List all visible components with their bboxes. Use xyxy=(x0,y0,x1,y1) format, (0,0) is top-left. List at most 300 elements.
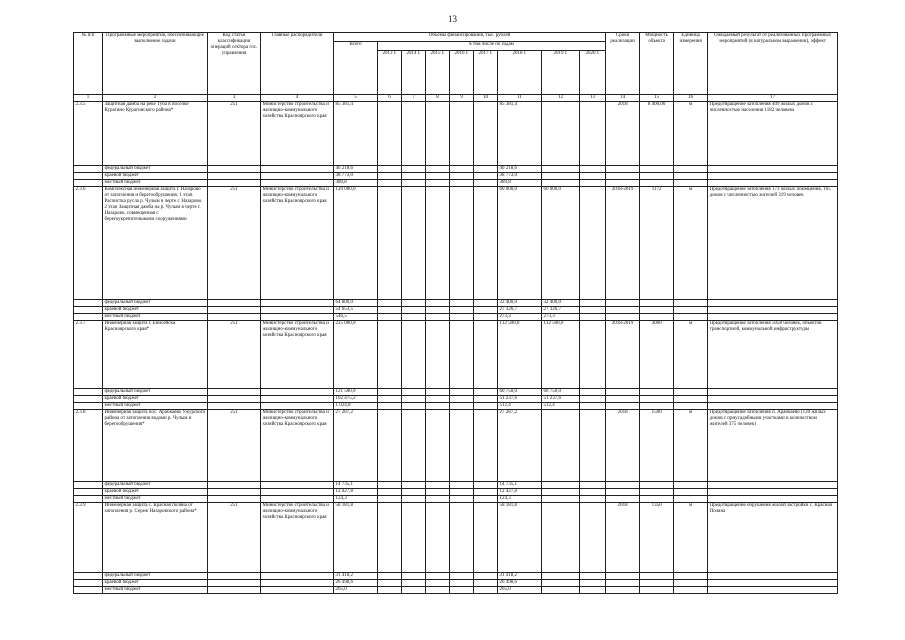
year-2020-cell xyxy=(580,321,606,389)
budget-2019: 51 237,6 xyxy=(542,396,580,403)
empty-cell xyxy=(606,573,640,580)
year-cell-empty xyxy=(450,396,474,403)
budget-total: 54 653,5 xyxy=(334,307,378,314)
year-cell-empty xyxy=(378,410,402,482)
terms-cell: 2018 xyxy=(606,410,640,482)
budget-2018: 389,8 xyxy=(498,180,542,187)
year-cell-empty xyxy=(450,300,474,307)
budget-2019: 32 400,0 xyxy=(542,300,580,307)
header-year-4: 2017 г. xyxy=(474,51,498,95)
column-number: 13 xyxy=(580,95,606,102)
year-cell-empty xyxy=(402,503,426,573)
budget-total: 546,5 xyxy=(334,314,378,321)
year-cell-empty xyxy=(378,496,402,503)
empty-cell xyxy=(640,300,674,307)
header-year-0: 2013 г. xyxy=(378,51,402,95)
year-cell-empty xyxy=(378,173,402,180)
budget-row xyxy=(74,173,838,180)
budget-label: краевой бюджет xyxy=(103,173,208,180)
year-cell-empty xyxy=(450,307,474,314)
manager-cell: Министерство строительства и жилищно-коммунального хозяйства Красноярского края xyxy=(261,187,334,300)
column-number: 17 xyxy=(708,95,838,102)
empty-cell xyxy=(208,580,261,587)
year-cell-empty xyxy=(450,503,474,573)
empty-cell xyxy=(606,496,640,503)
column-number: 8 xyxy=(426,95,450,102)
year-cell-empty xyxy=(378,503,402,573)
year-cell-empty xyxy=(450,173,474,180)
capacity-cell: 1350 xyxy=(640,503,674,573)
year-cell-empty xyxy=(474,300,498,307)
year-cell-empty xyxy=(426,496,450,503)
year-cell-empty xyxy=(426,307,450,314)
year-cell-empty xyxy=(426,587,450,594)
budget-row xyxy=(74,396,838,403)
year-2020-cell xyxy=(580,496,606,503)
header-year-1: 2014 г. xyxy=(402,51,426,95)
year-cell-empty xyxy=(402,187,426,300)
header-by-year: в том числе по годам xyxy=(378,42,606,51)
manager-cell: Министерство строительства и жилищно-коммунального хозяйства Красноярского края xyxy=(261,503,334,573)
budget-2018: 512,4 xyxy=(498,403,542,410)
budget-2019: 273,3 xyxy=(542,314,580,321)
total-cell: 27 287,2 xyxy=(334,410,378,482)
budget-total: 1 024,8 xyxy=(334,403,378,410)
empty-cell xyxy=(261,580,334,587)
year-cell-empty xyxy=(378,573,402,580)
year-2019-cell: 60 000,0 xyxy=(542,187,580,300)
empty-cell xyxy=(640,573,674,580)
year-cell-empty xyxy=(474,403,498,410)
header-funding-group: Объемы финансирования, тыс. рублей xyxy=(334,33,606,42)
empty-cell xyxy=(674,403,708,410)
row-number: 2.3.6 xyxy=(74,187,103,300)
budget-total: 64 800,0 xyxy=(334,300,378,307)
empty-cell xyxy=(640,166,674,173)
empty-cell xyxy=(674,482,708,489)
empty-cell xyxy=(208,314,261,321)
empty-cell xyxy=(261,489,334,496)
empty-cell xyxy=(261,307,334,314)
empty-cell xyxy=(261,482,334,489)
year-cell-empty xyxy=(402,482,426,489)
empty-cell xyxy=(640,396,674,403)
result-cell: Предотвращение затопления п. Арабкаево (120 жилых домов с приусадебными участками и количеством жителей 375 человек) xyxy=(708,410,838,482)
unit-cell: м xyxy=(674,102,708,166)
year-cell-empty xyxy=(378,321,402,389)
budget-label: краевой бюджет xyxy=(103,580,208,587)
budget-label: федеральный бюджет xyxy=(103,389,208,396)
header-capacity: Мощность объекта xyxy=(640,33,674,95)
budget-total: 389,8 xyxy=(334,180,378,187)
year-2018-cell: 60 000,0 xyxy=(498,187,542,300)
year-cell-empty xyxy=(426,187,450,300)
empty-cell xyxy=(708,314,838,321)
empty-cell xyxy=(674,307,708,314)
unit-cell: м xyxy=(674,321,708,389)
year-cell-empty xyxy=(378,102,402,166)
empty-cell xyxy=(74,403,103,410)
empty-cell xyxy=(606,580,640,587)
budget-total: 12 427,8 xyxy=(334,489,378,496)
year-2020-cell xyxy=(580,389,606,396)
empty-cell xyxy=(208,173,261,180)
result-cell: Предотвращение затопления 173 жилых помещения, 165 домов с численностью жителей 319 человек xyxy=(708,187,838,300)
result-cell: Предотвращение затопления 409 жилых домов с численностью населения 1182 человека xyxy=(708,102,838,166)
empty-cell xyxy=(606,180,640,187)
result-cell: Предотвращение затопления 5058 человек, объектов транспортной, коммунальной инфраструктуры xyxy=(708,321,838,389)
empty-cell xyxy=(708,180,838,187)
empty-cell xyxy=(74,173,103,180)
year-cell-empty xyxy=(426,503,450,573)
year-cell-empty xyxy=(474,496,498,503)
budget-row xyxy=(74,573,838,580)
year-cell-empty xyxy=(378,180,402,187)
budget-2019: 60 750,0 xyxy=(542,389,580,396)
empty-cell xyxy=(640,173,674,180)
column-number: 9 xyxy=(450,95,474,102)
empty-cell xyxy=(208,496,261,503)
year-cell-empty xyxy=(474,482,498,489)
empty-cell xyxy=(606,482,640,489)
empty-cell xyxy=(74,396,103,403)
year-cell-empty xyxy=(378,580,402,587)
year-2018-cell: 27 287,2 xyxy=(498,410,542,482)
column-number: 16 xyxy=(674,95,708,102)
year-cell-empty xyxy=(426,300,450,307)
year-cell-empty xyxy=(402,573,426,580)
year-cell-empty xyxy=(426,166,450,173)
year-cell-empty xyxy=(378,187,402,300)
total-cell: 85 381,4 xyxy=(334,102,378,166)
program-name: Инженерная защита с. Красная поляна от затопления р. Сереж Назаровского района* xyxy=(103,503,208,573)
budget-row xyxy=(74,403,838,410)
budget-2019 xyxy=(542,587,580,594)
empty-cell xyxy=(208,166,261,173)
budget-2019 xyxy=(542,573,580,580)
empty-cell xyxy=(640,489,674,496)
empty-cell xyxy=(208,573,261,580)
budget-2018: 60 750,0 xyxy=(498,389,542,396)
code-cell: 251 xyxy=(208,503,261,573)
empty-cell xyxy=(674,173,708,180)
budget-row xyxy=(74,489,838,496)
year-cell-empty xyxy=(474,573,498,580)
year-2020-cell xyxy=(580,587,606,594)
year-cell-empty xyxy=(426,573,450,580)
table-row xyxy=(74,410,838,482)
header-no: № п/п xyxy=(74,33,103,95)
empty-cell xyxy=(208,587,261,594)
empty-cell xyxy=(74,489,103,496)
empty-cell xyxy=(708,482,838,489)
empty-cell xyxy=(208,307,261,314)
budget-label: местный бюджет xyxy=(103,496,208,503)
column-number: 5 xyxy=(334,95,378,102)
budget-2019 xyxy=(542,166,580,173)
code-cell: 251 xyxy=(208,187,261,300)
year-cell-empty xyxy=(378,314,402,321)
budget-label: федеральный бюджет xyxy=(103,482,208,489)
table-row xyxy=(74,321,838,389)
year-cell-empty xyxy=(474,180,498,187)
year-2020-cell xyxy=(580,410,606,482)
year-cell-empty xyxy=(426,580,450,587)
year-cell-empty xyxy=(426,180,450,187)
year-2020-cell xyxy=(580,166,606,173)
empty-cell xyxy=(708,389,838,396)
year-cell-empty xyxy=(402,180,426,187)
table-row xyxy=(74,187,838,300)
empty-cell xyxy=(74,389,103,396)
budget-2018: 46 218,6 xyxy=(498,166,542,173)
header-managers: Главные распорядители xyxy=(261,33,334,95)
empty-cell xyxy=(261,173,334,180)
year-2020-cell xyxy=(580,180,606,187)
header-year-5: 2018 г. xyxy=(498,51,542,95)
terms-cell: 2018-2019 xyxy=(606,321,640,389)
year-cell-empty xyxy=(426,321,450,389)
terms-cell: 2018 xyxy=(606,102,640,166)
year-cell-empty xyxy=(450,410,474,482)
year-cell-empty xyxy=(474,321,498,389)
empty-cell xyxy=(208,403,261,410)
empty-cell xyxy=(708,300,838,307)
budget-2018: 265,0 xyxy=(498,587,542,594)
program-name: Защитная дамба на реке Туба в поселке Курагино Курагинского района* xyxy=(103,102,208,166)
column-number: 12 xyxy=(542,95,580,102)
budget-label: местный бюджет xyxy=(103,403,208,410)
empty-cell xyxy=(74,580,103,587)
empty-cell xyxy=(606,307,640,314)
budget-row xyxy=(74,587,838,594)
empty-cell xyxy=(674,180,708,187)
empty-cell xyxy=(208,389,261,396)
header-year-6: 2019 г. xyxy=(542,51,580,95)
year-2020-cell xyxy=(580,573,606,580)
column-number: 2 xyxy=(103,95,208,102)
empty-cell xyxy=(640,403,674,410)
budget-label: краевой бюджет xyxy=(103,396,208,403)
row-number: 2.3.7 xyxy=(74,321,103,389)
budget-row xyxy=(74,180,838,187)
terms-cell: 2018 xyxy=(606,503,640,573)
budget-2018: 38 773,0 xyxy=(498,173,542,180)
empty-cell xyxy=(640,314,674,321)
budget-total: 102 475,2 xyxy=(334,396,378,403)
year-2020-cell xyxy=(580,307,606,314)
year-2018-cell: 58 181,8 xyxy=(498,503,542,573)
year-2020-cell xyxy=(580,314,606,321)
year-cell-empty xyxy=(402,307,426,314)
terms-cell: 2018-2019 xyxy=(606,187,640,300)
budget-2019 xyxy=(542,580,580,587)
year-cell-empty xyxy=(474,389,498,396)
year-2019-cell xyxy=(542,503,580,573)
year-cell-empty xyxy=(426,396,450,403)
empty-cell xyxy=(708,166,838,173)
year-2019-cell xyxy=(542,102,580,166)
year-cell-empty xyxy=(378,403,402,410)
empty-cell xyxy=(261,403,334,410)
year-cell-empty xyxy=(402,166,426,173)
year-cell-empty xyxy=(450,180,474,187)
year-cell-empty xyxy=(474,489,498,496)
empty-cell xyxy=(674,396,708,403)
empty-cell xyxy=(674,587,708,594)
year-cell-empty xyxy=(378,300,402,307)
empty-cell xyxy=(640,482,674,489)
header-terms: Сроки реализации xyxy=(606,33,640,95)
header-year-7: 2020 г. xyxy=(580,51,606,95)
budget-row xyxy=(74,300,838,307)
year-cell-empty xyxy=(474,187,498,300)
budget-label: федеральный бюджет xyxy=(103,300,208,307)
header-code: Код статьи классификации операций сектора гос. управления xyxy=(208,33,261,95)
empty-cell xyxy=(261,166,334,173)
table-header xyxy=(74,33,838,102)
empty-cell xyxy=(640,389,674,396)
budget-2019 xyxy=(542,496,580,503)
empty-cell xyxy=(74,482,103,489)
budget-row xyxy=(74,482,838,489)
year-cell-empty xyxy=(426,173,450,180)
empty-cell xyxy=(606,314,640,321)
year-2020-cell xyxy=(580,396,606,403)
year-2019-cell: 112 500,0 xyxy=(542,321,580,389)
budget-label: краевой бюджет xyxy=(103,489,208,496)
year-cell-empty xyxy=(378,166,402,173)
empty-cell xyxy=(261,180,334,187)
empty-cell xyxy=(261,587,334,594)
code-cell: 251 xyxy=(208,102,261,166)
year-2019-cell xyxy=(542,410,580,482)
column-number: 3 xyxy=(208,95,261,102)
budget-label: краевой бюджет xyxy=(103,307,208,314)
empty-cell xyxy=(674,573,708,580)
capacity-cell: 1500 xyxy=(640,410,674,482)
year-cell-empty xyxy=(450,389,474,396)
year-cell-empty xyxy=(450,403,474,410)
page-number: 13 xyxy=(448,14,457,24)
total-cell: 58 181,8 xyxy=(334,503,378,573)
year-cell-empty xyxy=(402,173,426,180)
empty-cell xyxy=(674,580,708,587)
year-cell-empty xyxy=(474,396,498,403)
empty-cell xyxy=(606,403,640,410)
total-cell: 225 000,0 xyxy=(334,321,378,389)
budget-2019 xyxy=(542,173,580,180)
budget-2018: 27 326,7 xyxy=(498,307,542,314)
manager-cell: Министерство строительства и жилищно-коммунального хозяйства Красноярского края xyxy=(261,410,334,482)
year-2020-cell xyxy=(580,102,606,166)
year-cell-empty xyxy=(402,396,426,403)
empty-cell xyxy=(708,580,838,587)
empty-cell xyxy=(74,166,103,173)
empty-cell xyxy=(261,300,334,307)
year-cell-empty xyxy=(402,314,426,321)
year-cell-empty xyxy=(450,166,474,173)
empty-cell xyxy=(606,389,640,396)
year-cell-empty xyxy=(402,489,426,496)
empty-cell xyxy=(606,587,640,594)
header-year-2: 2015 г. xyxy=(426,51,450,95)
empty-cell xyxy=(708,573,838,580)
year-2020-cell xyxy=(580,580,606,587)
budget-label: местный бюджет xyxy=(103,314,208,321)
empty-cell xyxy=(674,489,708,496)
header-program: Программные мероприятия, обеспечивающие выполнение задачи xyxy=(103,33,208,95)
year-cell-empty xyxy=(402,403,426,410)
year-cell-empty xyxy=(402,496,426,503)
year-cell-empty xyxy=(378,307,402,314)
empty-cell xyxy=(606,489,640,496)
total-cell: 120 000,0 xyxy=(334,187,378,300)
empty-cell xyxy=(640,496,674,503)
year-2018-cell: 112 500,0 xyxy=(498,321,542,389)
year-cell-empty xyxy=(474,173,498,180)
empty-cell xyxy=(708,489,838,496)
column-number: 4 xyxy=(261,95,334,102)
budget-2019 xyxy=(542,489,580,496)
unit-cell: м xyxy=(674,410,708,482)
budget-row xyxy=(74,166,838,173)
empty-cell xyxy=(606,396,640,403)
year-cell-empty xyxy=(378,396,402,403)
empty-cell xyxy=(674,314,708,321)
year-cell-empty xyxy=(474,503,498,573)
year-cell-empty xyxy=(402,587,426,594)
year-cell-empty xyxy=(450,482,474,489)
year-cell-empty xyxy=(426,102,450,166)
budget-total: 46 218,6 xyxy=(334,166,378,173)
year-cell-empty xyxy=(474,314,498,321)
header-result: Ожидаемый результат от реализованных программных мероприятий (в натуральном выражении), эффект xyxy=(708,33,838,95)
budget-total: 265,0 xyxy=(334,587,378,594)
manager-cell: Министерство строительства и жилищно-коммунального хозяйства Красноярского края xyxy=(261,102,334,166)
year-cell-empty xyxy=(474,307,498,314)
year-2020-cell xyxy=(580,482,606,489)
unit-cell: м xyxy=(674,187,708,300)
year-cell-empty xyxy=(474,410,498,482)
budget-row xyxy=(74,580,838,587)
row-number: 2.3.9 xyxy=(74,503,103,573)
empty-cell xyxy=(640,580,674,587)
empty-cell xyxy=(74,307,103,314)
year-2020-cell xyxy=(580,489,606,496)
empty-cell xyxy=(640,307,674,314)
empty-cell xyxy=(261,496,334,503)
budget-2019 xyxy=(542,180,580,187)
empty-cell xyxy=(674,389,708,396)
result-cell: Предотвращение обрушения жилой застройки с. Красная Поляна xyxy=(708,503,838,573)
column-number: 14 xyxy=(606,95,640,102)
column-number: 6 xyxy=(378,95,402,102)
year-2020-cell xyxy=(580,173,606,180)
code-cell: 251 xyxy=(208,410,261,482)
column-number: 11 xyxy=(498,95,542,102)
empty-cell xyxy=(74,496,103,503)
year-cell-empty xyxy=(450,314,474,321)
year-cell-empty xyxy=(378,389,402,396)
table-body xyxy=(74,102,838,594)
budget-2018: 273,3 xyxy=(498,314,542,321)
year-cell-empty xyxy=(426,489,450,496)
budget-2018: 124,3 xyxy=(498,496,542,503)
year-cell-empty xyxy=(402,410,426,482)
empty-cell xyxy=(640,180,674,187)
column-number: 7 xyxy=(402,95,426,102)
